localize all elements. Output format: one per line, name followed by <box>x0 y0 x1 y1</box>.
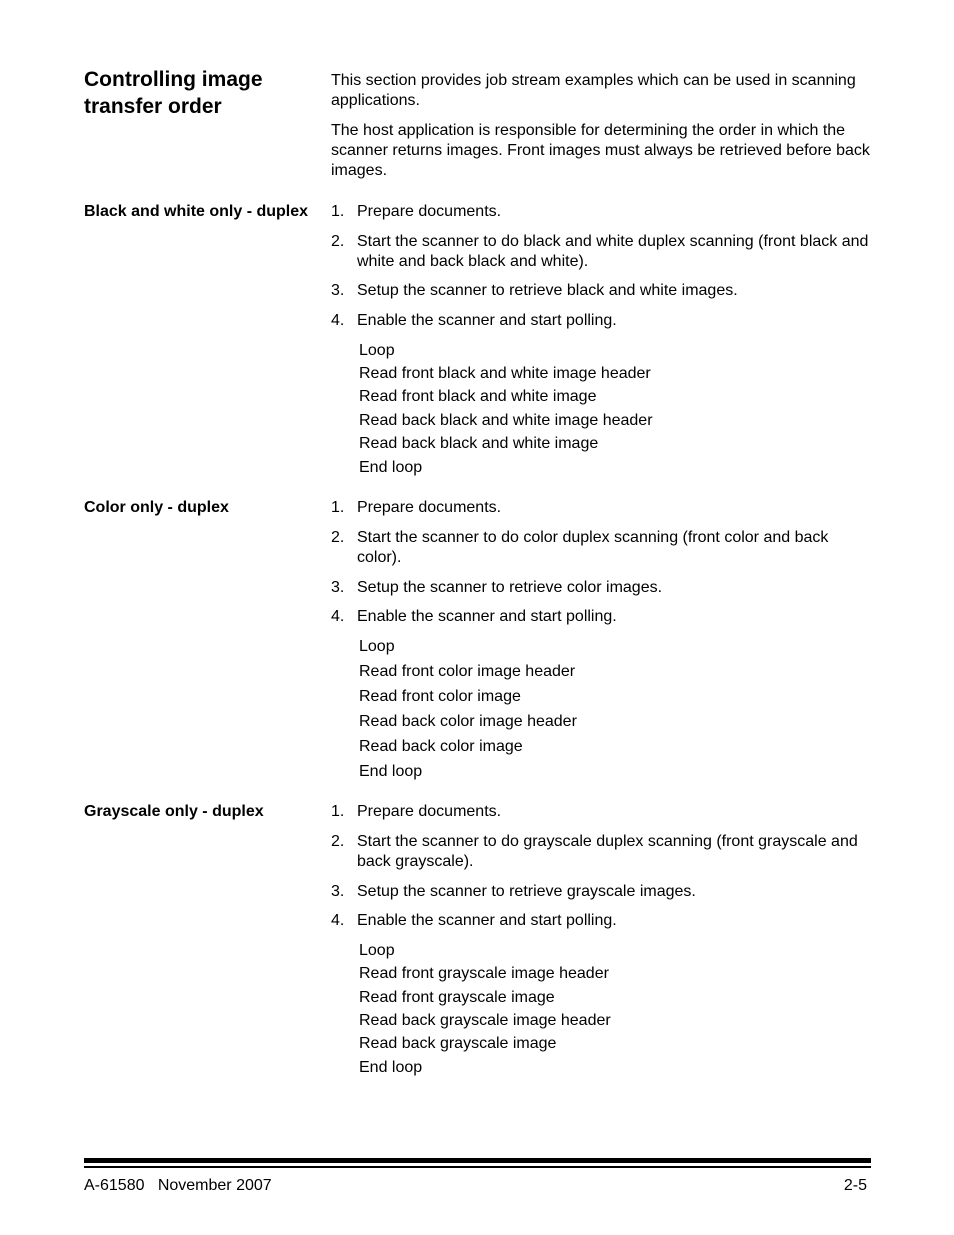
intro-paragraph-1: This section provides job stream examples which can be used in scanning applications. <box>331 72 856 109</box>
step-number: 2. <box>331 529 345 546</box>
bw-code-line: End loop <box>359 459 423 476</box>
gray-step <box>331 911 876 931</box>
footer-rule-thick <box>84 1158 871 1163</box>
step-text: Prepare documents. <box>357 499 502 516</box>
step-text: Prepare documents. <box>357 203 502 220</box>
step-text: Setup the scanner to retrieve grayscale images. <box>357 883 696 900</box>
step-number: 1. <box>331 203 345 220</box>
color-heading: Color only - duplex <box>84 499 229 516</box>
color-code-line: Read front color image <box>359 688 521 705</box>
gray-step <box>331 832 876 872</box>
step-text: Start the scanner to do grayscale duplex scanning (front grayscale and back grayscale). <box>357 833 858 870</box>
gray-code-line: Loop <box>359 942 395 959</box>
step-text: Enable the scanner and start polling. <box>357 912 617 929</box>
step-number: 2. <box>331 233 345 250</box>
bw-code-line: Read front black and white image <box>359 388 597 405</box>
bw-step <box>331 311 876 331</box>
gray-heading: Grayscale only - duplex <box>84 803 264 820</box>
footer-doc-id: A-61580 November 2007 <box>84 1177 272 1194</box>
step-text: Enable the scanner and start polling. <box>357 312 617 329</box>
gray-code-line: End loop <box>359 1059 423 1076</box>
step-number: 2. <box>331 833 345 850</box>
step-text: Start the scanner to do color duplex scanning (front color and back color). <box>357 529 829 566</box>
bw-step <box>331 202 876 222</box>
step-text: Start the scanner to do black and white duplex scanning (front black and white and back black and white). <box>357 233 869 270</box>
step-number: 4. <box>331 312 345 329</box>
step-number: 4. <box>331 608 345 625</box>
footer-rule-thin <box>84 1166 871 1168</box>
gray-code-line: Read front grayscale image <box>359 989 555 1006</box>
step-number: 4. <box>331 912 345 929</box>
color-step <box>331 498 876 518</box>
step-number: 3. <box>331 579 345 596</box>
gray-code-line: Read back grayscale image <box>359 1035 557 1052</box>
bw-step <box>331 281 876 301</box>
bw-code-line: Read back black and white image <box>359 435 599 452</box>
step-text: Enable the scanner and start polling. <box>357 608 617 625</box>
footer-page-number: 2-5 <box>843 1177 867 1194</box>
section-title: Controlling image transfer order <box>84 68 263 118</box>
color-step <box>331 607 876 627</box>
color-code-line: Read back color image <box>359 738 523 755</box>
step-number: 1. <box>331 499 345 516</box>
color-step <box>331 528 876 568</box>
step-number: 1. <box>331 803 345 820</box>
bw-step <box>331 232 876 272</box>
color-code-line: End loop <box>359 763 423 780</box>
gray-code-line: Read back grayscale image header <box>359 1012 611 1029</box>
step-number: 3. <box>331 883 345 900</box>
color-step <box>331 578 876 598</box>
intro-paragraph-2: The host application is responsible for determining the order in which the scanner returns images. Front images must always be retrieved before back images. <box>331 122 870 179</box>
bw-code-line: Loop <box>359 342 395 359</box>
bw-code-line: Read back black and white image header <box>359 412 653 429</box>
step-text: Setup the scanner to retrieve color images. <box>357 579 663 596</box>
color-code-line: Loop <box>359 638 395 655</box>
color-code-line: Read front color image header <box>359 663 576 680</box>
step-text: Setup the scanner to retrieve black and white images. <box>357 282 738 299</box>
bw-code-line: Read front black and white image header <box>359 365 651 382</box>
gray-step <box>331 802 876 822</box>
step-text: Prepare documents. <box>357 803 502 820</box>
gray-step <box>331 882 876 902</box>
step-number: 3. <box>331 282 345 299</box>
color-code-line: Read back color image header <box>359 713 577 730</box>
bw-heading: Black and white only - duplex <box>84 203 309 220</box>
gray-code-line: Read front grayscale image header <box>359 965 609 982</box>
